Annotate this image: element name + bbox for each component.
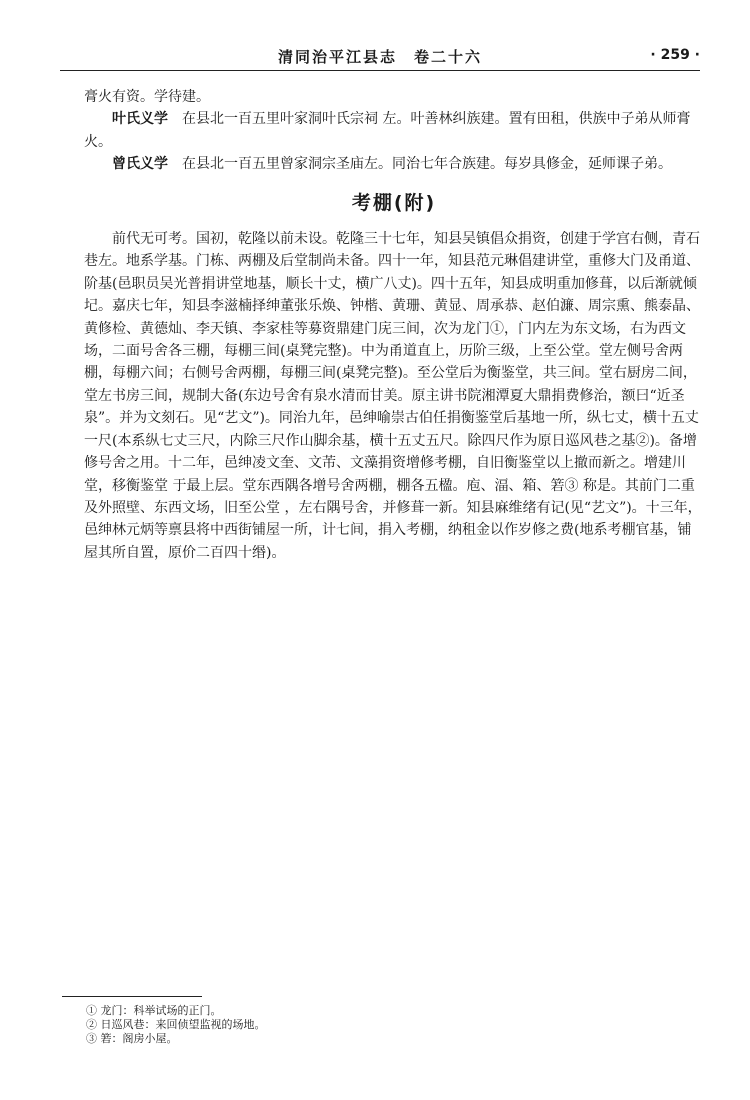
- running-title: 清同治平江县志 卷二十六: [277, 48, 482, 66]
- entry-text: 在县北一百五里叶家洞叶氏宗祠 左。叶善林纠族建。置有田租，供族中子弟从师膏火。: [84, 111, 691, 150]
- footnote-rule: [62, 996, 202, 997]
- header-rule: [60, 70, 700, 71]
- footnotes: [62, 996, 702, 1046]
- entry-lead: 曾氏义学: [112, 156, 168, 173]
- entry-text: 膏火有资。学待建。: [84, 89, 210, 105]
- section-paragraph: 前代无可考。国初，乾隆以前未设。乾隆三十七年，知县吴镇倡众捐资，创建于学宫右侧，青石巷左。地系学基。门栋、两棚及后堂制尚未备。四十一年，知县范元琳倡建讲堂，重修大门及甬道、阶基(邑职员吴光普捐讲堂地基，顺长十丈，横广八丈)。四十五年，知县成明重加修葺，以后渐就倾圮。嘉庆七年，知县李滋楠择绅董张乐焕、钟楷、黄珊、黄显、周承恭、赵伯濂、周宗熏、熊泰晶、黄修检、黄德灿、李天镇、李家桂等募资鼎建门庑三间，次为龙门①，门内左为东文场，右为西文场，二面号舍各三棚，每棚三间(桌凳完整)。中为甬道直上，历阶三级，上至公堂。堂左侧号舍两棚，每棚六间；右侧号舍两棚，每棚三间(桌凳完整)。至公堂后为衡鉴堂，共三间。堂右厨房二间，堂左书房三间，规制大备(东边号舍有泉水清而甘美。原主讲书院湘潭夏大鼎捐费修治，额曰“近圣泉”。并为文刻石。见“艺文”)。同治九年，邑绅喻崇古伯任捐衡鉴堂后基地一所，纵七丈，横十五丈一尺(本系纵七丈三尺，内除三尺作山脚余基，横十五丈五尺。除四尺作为原日巡风巷之基②)。备增修号舍之用。十二年，邑绅凌文奎、文芾、文藻捐资增修考棚，自旧衡鉴堂以上撤而新之。增建川堂，移衡鉴堂 于最上层。堂东西隅各增号舍两棚，棚各五楹。庖、湢、箱、箬③ 称是。其前门二重及外照壁、东西文场，旧至公堂 ，左右隅号舍，并修葺一新。知县麻维绪有记(见“艺文”)。十三年，邑绅林元炳等禀县将中西街铺屋一所，计七间，捐入考棚，纳租金以作岁修之费(地系考棚官基，铺屋其所自置，原价二百四十缗)。: [84, 231, 702, 561]
- footnote-item: ① 龙门：科举试场的正门。: [86, 1004, 222, 1017]
- section-heading: 考棚(附): [351, 191, 437, 214]
- entry-text: 在县北一百五里曾家洞宗圣庙左。同治七年合族建。每岁具修金，延师课子弟。: [182, 156, 672, 173]
- page-number: · 259 ·: [650, 47, 700, 63]
- page-body: [84, 86, 704, 564]
- footnote-item: ③ 箬：阁房小屋。: [86, 1032, 178, 1045]
- entry-ye-school: [84, 108, 704, 153]
- entry-continuation: [84, 86, 704, 108]
- entry-zeng-school: [84, 153, 704, 175]
- footnote-item: ② 日巡风巷：来回侦望监视的场地。: [86, 1018, 266, 1031]
- page-header: [60, 44, 700, 70]
- entry-lead: 叶氏义学: [112, 111, 168, 128]
